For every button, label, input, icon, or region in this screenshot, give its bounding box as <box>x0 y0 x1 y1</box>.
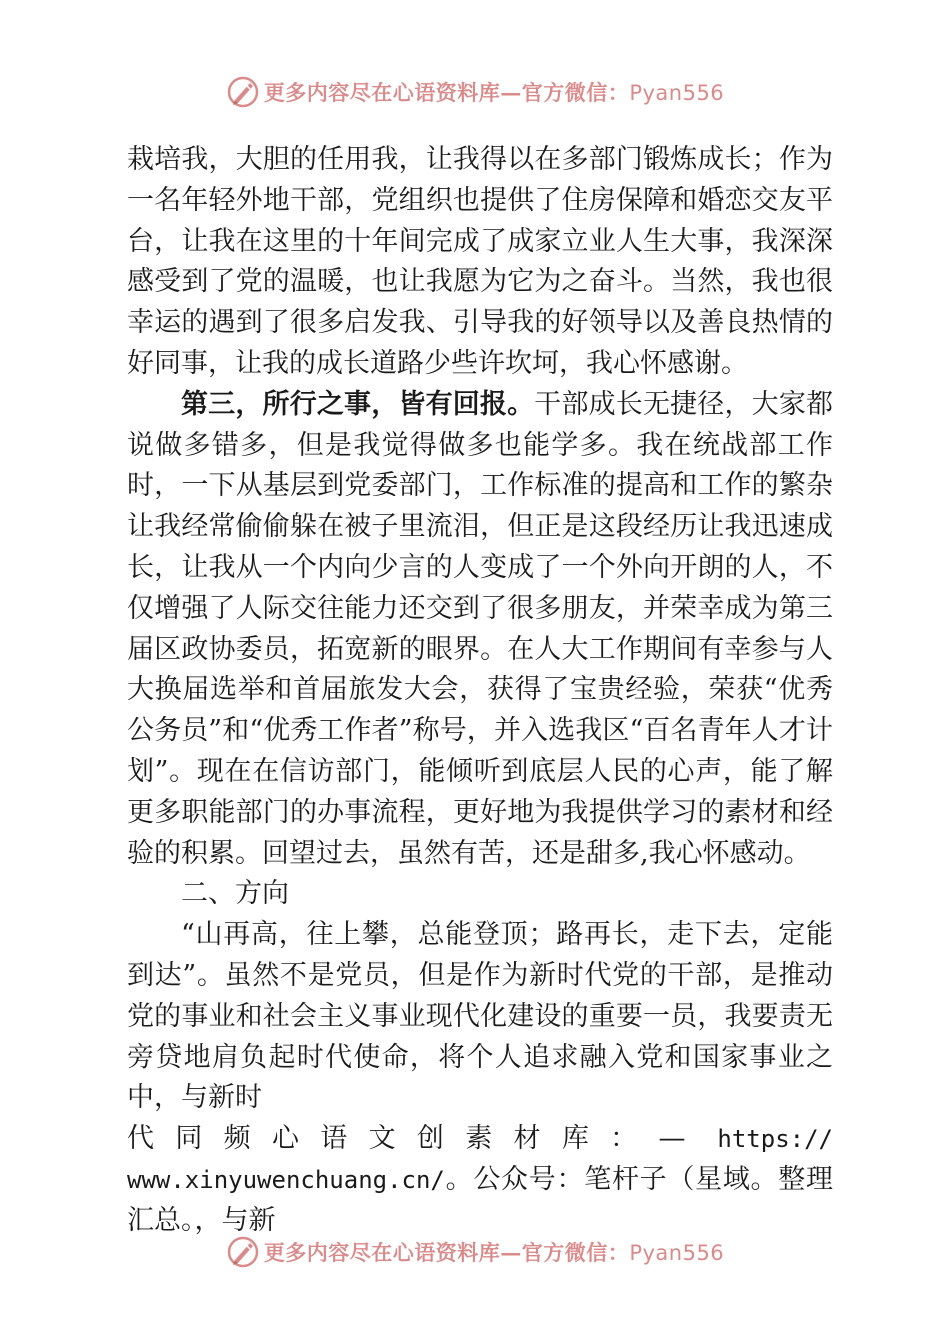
paragraph: 栽培我，大胆的任用我，让我得以在多部门锻炼成长；作为一名年轻外地干部，党组织也提供了住房保障和婚恋交友平台，让我在这里的十年间完成了成家立业人生大事，我深深感受到了党的温暖，也让我愿为它为之奋斗。当然，我也很幸运的遇到了很多启发我、引导我的好领导以及善良热情的好同事，让我的成长道路少些许坎坷，我心怀感谢。 <box>127 144 833 379</box>
section-heading: 二、方向 <box>181 878 289 910</box>
pen-logo-icon <box>226 75 260 109</box>
section-lead: 第三，所行之事，皆有回报。 <box>181 388 535 420</box>
banner-text: 更多内容尽在心语资料库—官方微信：Pyan556 <box>263 80 725 105</box>
paragraph-tail: www.xinyuwenchuang.cn/。公众号：笔杆子（星域。整理汇总。，与新 <box>127 1163 833 1236</box>
url-link[interactable]: www.xinyuwenchuang.cn/ <box>127 1165 445 1194</box>
paragraph-url-line: 代同频心语文创素材库：— https:// <box>127 1123 833 1155</box>
paragraph <box>127 385 833 875</box>
wechat-id: Pyan556 <box>629 1241 725 1265</box>
paragraph: “山再高，往上攀，总能登顶；路再长，走下去，定能到达”。虽然不是党员，但是作为新时代党的干部，是推动党的事业和社会主义事业现代化建设的重要一员，我要责无旁贷地肩负起时代使命，将个人追求融入党和国家事业之中，与新时 <box>127 919 833 1114</box>
pen-logo-icon <box>226 1235 260 1269</box>
wechat-id: Pyan556 <box>629 81 725 105</box>
url-link[interactable]: https:// <box>717 1125 833 1154</box>
header-banner <box>0 72 950 112</box>
banner-text: 更多内容尽在心语资料库—官方微信：Pyan556 <box>263 1240 725 1265</box>
paragraph-text: 干部成长无捷径，大家都说做多错多，但是我觉得做多也能学多。我在统战部工作时，一下从基层到党委部门，工作标准的提高和工作的繁杂让我经常偷偷躲在被子里流泪，但正是这段经历让我迅速成长，让我从一个内向少言的人变成了一个外向开朗的人，不仅增强了人际交往能力还交到了很多朋友，并荣幸成为第三届区政协委员，拓宽新的眼界。在人大工作期间有幸参与人大换届选举和首届旅发大会，获得了宝贵经验，荣获“优秀公务员”和“优秀工作者”称号，并入选我区“百名青年人才计划”。现在在信访部门，能倾听到底层人民的心声，能了解更多职能部门的办事流程，更好地为我提供学习的素材和经验的积累。回望过去，虽然有苦，还是甜多,我心怀感动。 <box>127 388 834 869</box>
document-body <box>127 140 833 1242</box>
footer-banner <box>0 1232 950 1272</box>
